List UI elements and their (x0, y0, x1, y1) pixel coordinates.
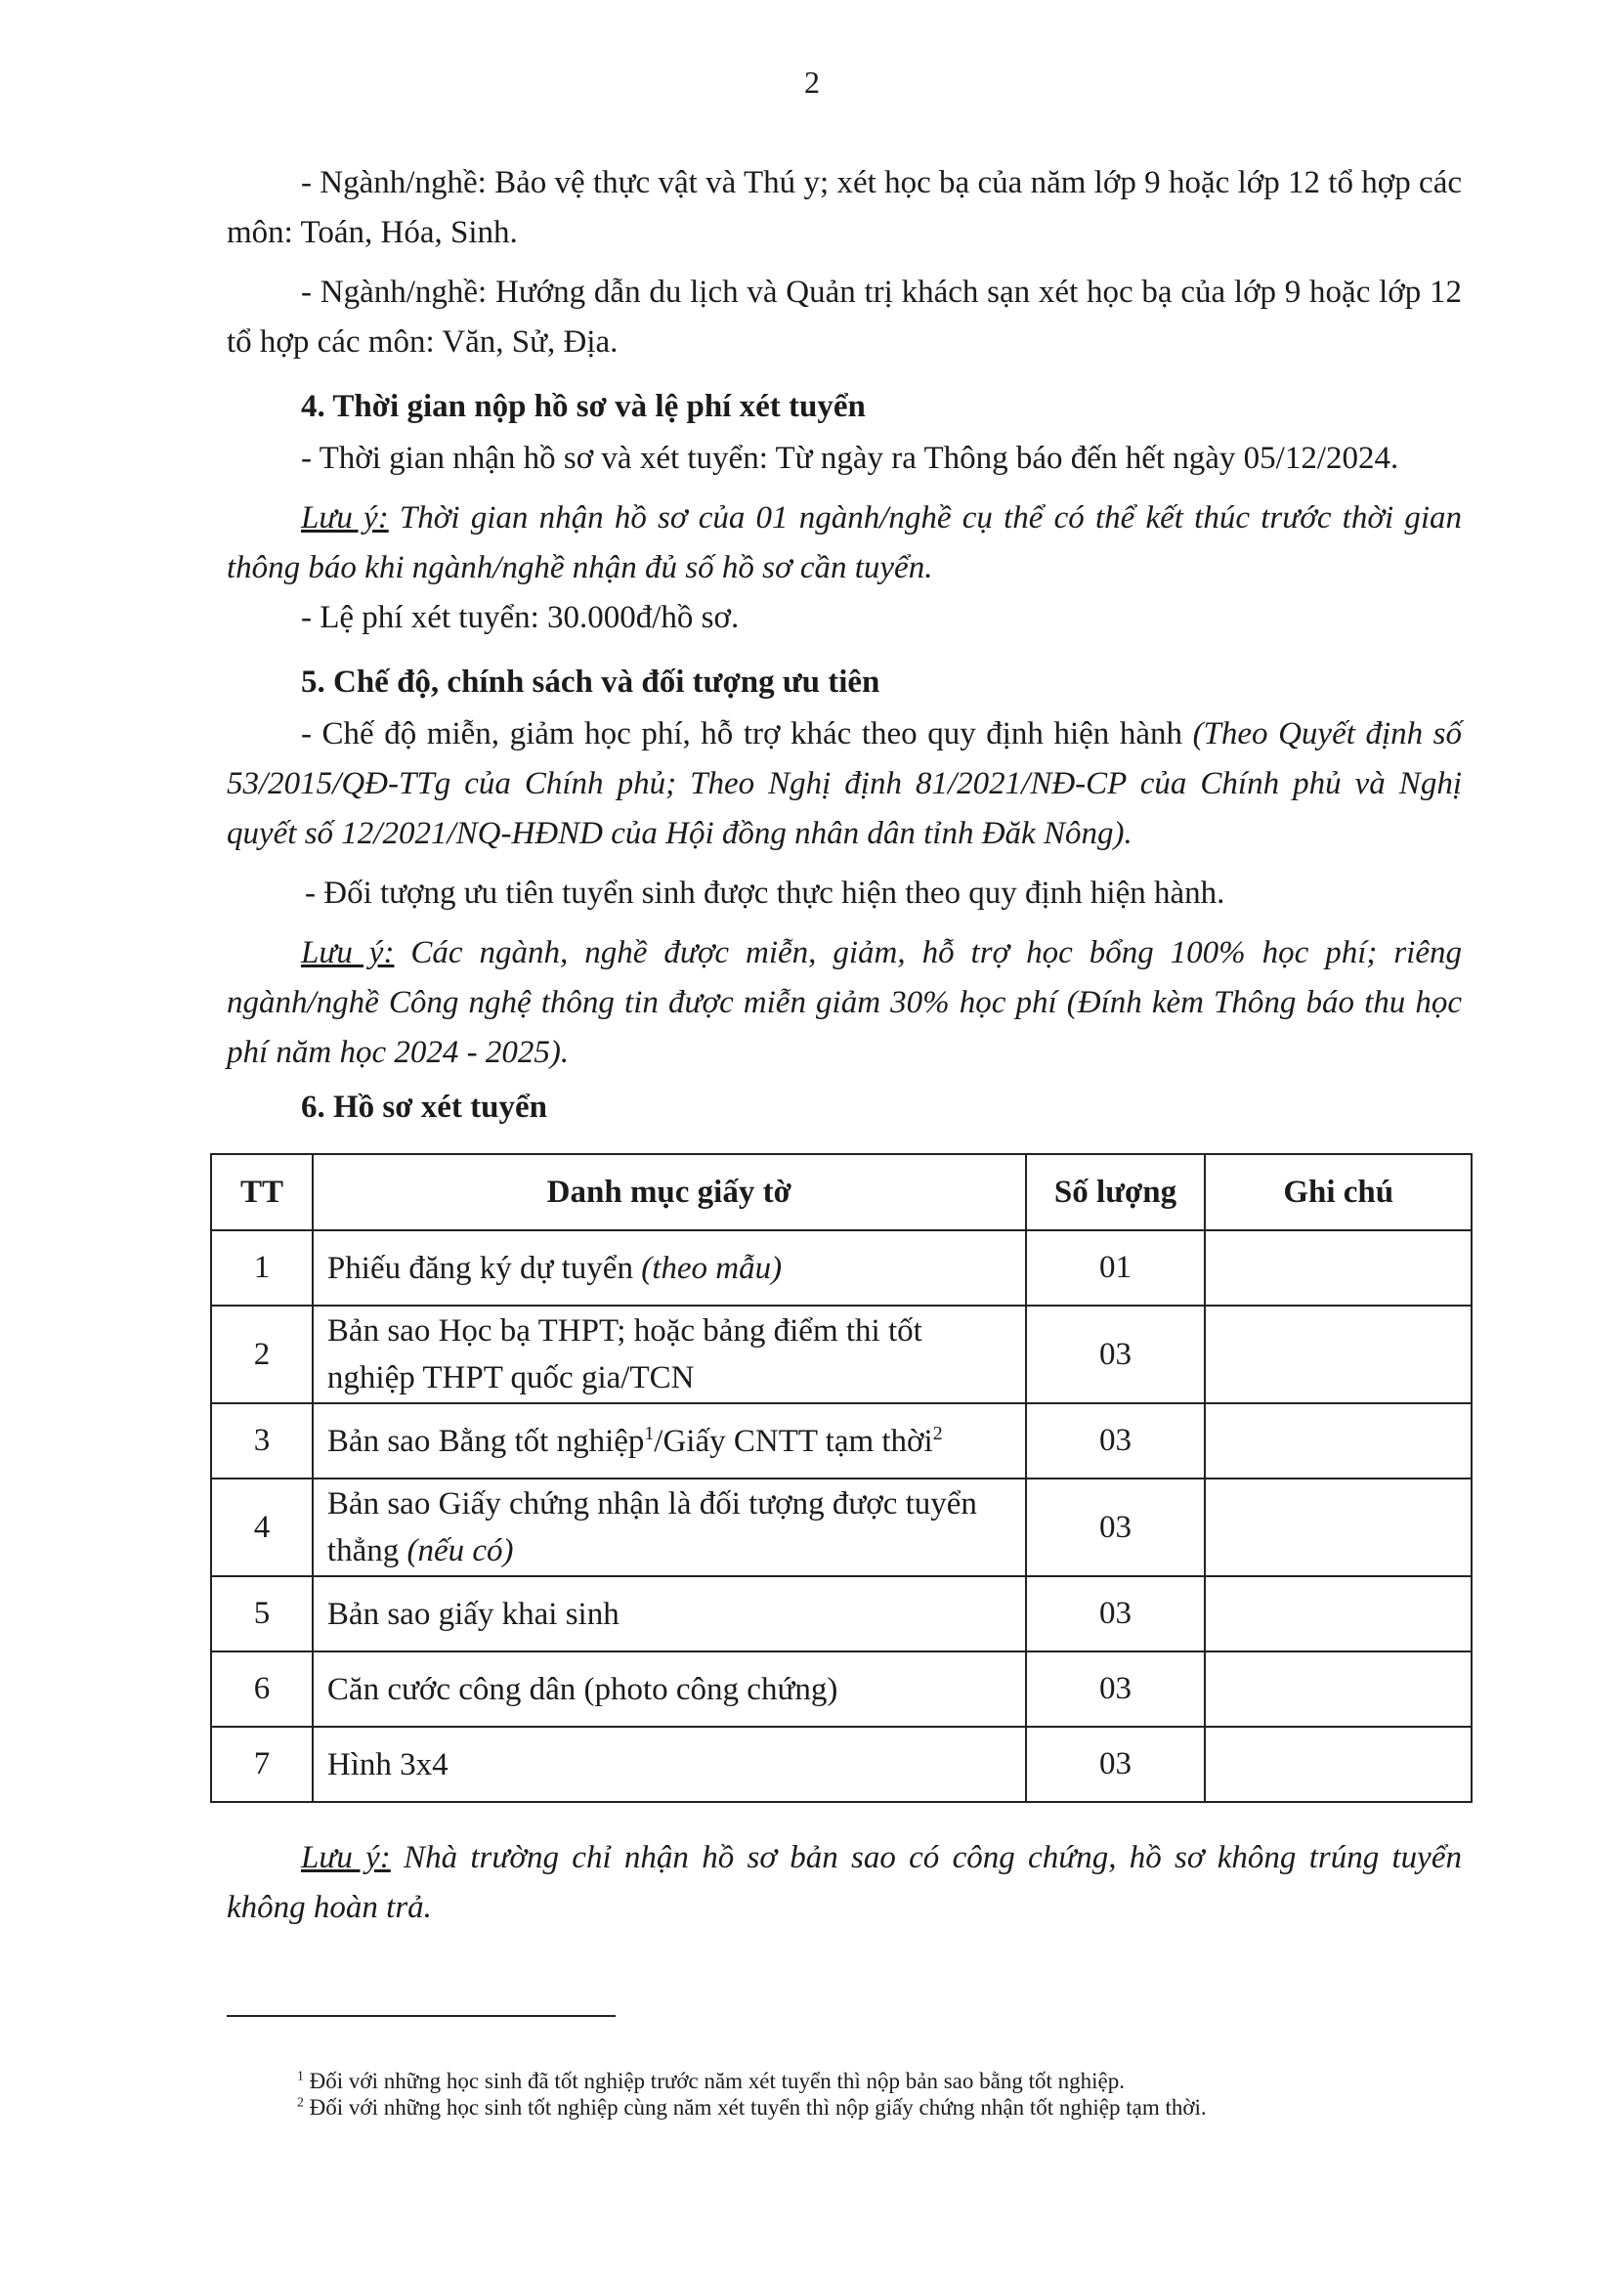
footnote-text: Đối với những học sinh tốt nghiệp cùng năm xét tuyển thì nộp giấy chứng nhận tốt nghiệp tạm thời. (303, 2095, 1207, 2120)
section-4-heading: 4. Thời gian nộp hồ sơ và lệ phí xét tuyển (301, 389, 866, 424)
documents-table (210, 1153, 1473, 1803)
quantity: 03 (1026, 1651, 1206, 1727)
footnote-mark: 1 (297, 2068, 304, 2083)
quantity: 03 (1026, 1479, 1206, 1576)
row-number: 3 (211, 1403, 313, 1479)
policy-paragraph (227, 709, 1462, 859)
header-tt: TT (211, 1154, 313, 1230)
document-name: Hình 3x4 (313, 1727, 1026, 1802)
document-name: Bản sao Học bạ THPT; hoặc bảng điểm thi tốt nghiệp THPT quốc gia/TCN (313, 1306, 1026, 1403)
row-number: 2 (211, 1306, 313, 1403)
row-number: 4 (211, 1479, 313, 1576)
paragraph-tourism: - Ngành/nghề: Hướng dẫn du lịch và Quản trị khách sạn xét học bạ của lớp 9 hoặc lớp 12 tổ hợp các môn: Văn, Sử, Địa. (227, 275, 1462, 360)
document-name-italic: (theo mẫu) (641, 1250, 783, 1286)
footnote-mark: 2 (297, 2094, 304, 2110)
note-label: Lưu ý: (301, 935, 395, 970)
table-header-row (211, 1154, 1472, 1230)
page-number: 2 (804, 64, 820, 100)
policy-reference: (Theo Quyết định số 53/2015/QĐ-TTg của Chính phủ; Theo Nghị định 81/2021/NĐ-CP của Chính phủ và Nghị quyết số 12/2021/NQ-HĐND của Hội đồng nhân dân tỉnh Đăk Nông). (227, 716, 1463, 851)
paragraph-plant-protection: - Ngành/nghề: Bảo vệ thực vật và Thú y; xét học bạ của năm lớp 9 hoặc lớp 12 tổ hợp các môn: Toán, Hóa, Sinh. (227, 165, 1462, 250)
final-note (227, 1833, 1462, 1933)
section-6-heading: 6. Hồ sơ xét tuyển (301, 1090, 548, 1125)
table-row (211, 1403, 1472, 1479)
body-text (227, 158, 1462, 1135)
footnote-2 (297, 2094, 1450, 2122)
table-row (211, 1479, 1472, 1576)
note-label: Lưu ý: (301, 500, 389, 536)
header-notes: Ghi chú (1205, 1154, 1472, 1230)
document-name (313, 1403, 1026, 1479)
document-name (313, 1230, 1026, 1306)
submission-time: - Thời gian nhận hồ sơ và xét tuyển: Từ ngày ra Thông báo đến hết ngày 05/12/2024. (301, 441, 1399, 476)
header-document-list: Danh mục giấy tờ (313, 1154, 1026, 1230)
note-submission (227, 493, 1462, 593)
note-text: Các ngành, nghề được miễn, giảm, hỗ trợ học bổng 100% học phí; riêng ngành/nghề Công nghệ thông tin được miễn giảm 30% học phí (Đính kèm Thông báo thu học phí năm học 2024 - 2025). (227, 935, 1462, 1070)
quantity: 03 (1026, 1576, 1206, 1651)
row-number: 6 (211, 1651, 313, 1727)
notes-cell (1205, 1306, 1472, 1403)
table-row (211, 1576, 1472, 1651)
note-text: Nhà trường chỉ nhận hồ sơ bản sao có công chứng, hồ sơ không trúng tuyển không hoàn trả. (227, 1840, 1462, 1925)
table-row (211, 1230, 1472, 1306)
footnote-divider (227, 2015, 616, 2017)
document-name: Bản sao giấy khai sinh (313, 1576, 1026, 1651)
policy-text: - Chế độ miễn, giảm học phí, hỗ trợ khác theo quy định hiện hành (301, 716, 1193, 751)
quantity: 03 (1026, 1306, 1206, 1403)
table-row (211, 1727, 1472, 1802)
table-row (211, 1306, 1472, 1403)
notes-cell (1205, 1651, 1472, 1727)
quantity: 03 (1026, 1727, 1206, 1802)
footnote-1 (297, 2068, 1450, 2095)
quantity: 01 (1026, 1230, 1206, 1306)
application-fee: - Lệ phí xét tuyển: 30.000đ/hồ sơ. (301, 600, 740, 635)
notes-cell (1205, 1230, 1472, 1306)
note-tuition (227, 928, 1462, 1078)
table-row (211, 1651, 1472, 1727)
document-name-part-b: /Giấy CNTT tạm thời (654, 1423, 933, 1459)
notes-cell (1205, 1727, 1472, 1802)
row-number: 1 (211, 1230, 313, 1306)
document-name (313, 1479, 1026, 1576)
document-name-text: Bản sao Giấy chứng nhận là đối tượng được tuyển thẳng (326, 1486, 977, 1568)
footnote-text: Đối với những học sinh đã tốt nghiệp trước năm xét tuyển thì nộp bản sao bằng tốt nghiệp. (303, 2069, 1125, 2093)
section-5-heading: 5. Chế độ, chính sách và đối tượng ưu tiên (301, 664, 880, 700)
document-name-italic: (nếu có) (406, 1533, 514, 1568)
note-text: Thời gian nhận hồ sơ của 01 ngành/nghề cụ thể có thể kết thúc trước thời gian thông báo khi ngành/nghề nhận đủ số hồ sơ cần tuyển. (227, 500, 1462, 585)
footnote-ref-2: 2 (932, 1422, 943, 1444)
notes-cell (1205, 1576, 1472, 1651)
row-number: 5 (211, 1576, 313, 1651)
note-label: Lưu ý: (301, 1840, 391, 1875)
document-name-text: Phiếu đăng ký dự tuyển (326, 1250, 642, 1286)
header-quantity: Số lượng (1026, 1154, 1206, 1230)
notes-cell (1205, 1403, 1472, 1479)
quantity: 03 (1026, 1403, 1206, 1479)
notes-cell (1205, 1479, 1472, 1576)
priority-paragraph: - Đối tượng ưu tiên tuyển sinh được thực hiện theo quy định hiện hành. (305, 876, 1225, 911)
document-name-part-a: Bản sao Bằng tốt nghiệp (326, 1423, 645, 1459)
document-name: Căn cước công dân (photo công chứng) (313, 1651, 1026, 1727)
row-number: 7 (211, 1727, 313, 1802)
footnote-ref-1: 1 (644, 1422, 655, 1444)
